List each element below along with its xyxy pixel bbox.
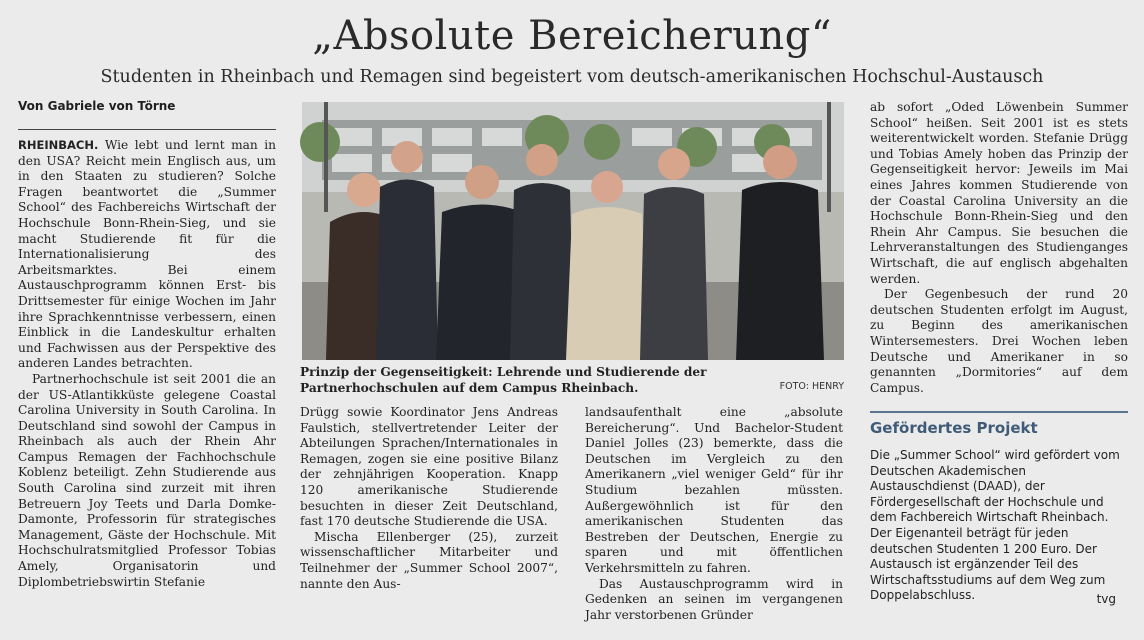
paragraph: Das Austauschprogramm wird in Gedenken an seinen im vergangenen Jahr verstorbenen Gründer xyxy=(585,576,843,622)
group-photo-illustration xyxy=(302,102,844,360)
subheadline: Studenten in Rheinbach und Remagen sind begeistert vom deutsch-amerikanischen Hochschul-Austausch xyxy=(100,67,1044,87)
paragraph: Der Gegenbesuch der rund 20 deutschen Studenten erfolgt im August, zu Beginn des amerikanischen Wintersemesters. Drei Wochen leben Deutsche und Amerikaner in so genannten „Dormitories“ auf dem Campus. xyxy=(870,287,1128,395)
paragraph: Partnerhochschule ist seit 2001 die an der US-Atlantikküste gelegene Coastal Carolina University in South Carolina. In Deutschland sind sowohl der Campus in Rheinbach als auch der Rhein Ahr Campus Remagen der Fachhochschule Koblenz beteiligt. Zehn Studierende aus South Carolina sind zurzeit mit ihren Betreuern Joy Teets und Darla Domke-Damonte, Professorin für strategisches Management, Gäste der Hochschule. Mit Hochschulratsmitglied Professor Tobias Amely, Organisatorin und Diplombetriebswirtin Stefanie xyxy=(18,371,276,589)
paragraph: Mischa Ellenberger (25), zurzeit wissenschaftlicher Mitarbeiter und Teilnehmer der „Summer School 2007“, nannte den Aus- xyxy=(300,529,558,591)
dateline: RHEINBACH. xyxy=(18,138,99,152)
author-signature: tvg xyxy=(1096,592,1116,606)
sidebar-title: Gefördertes Projekt xyxy=(870,419,1038,437)
article-column-2 xyxy=(300,405,558,605)
article-column-1 xyxy=(18,138,276,608)
paragraph-text: Wie lebt und lernt man in den USA? Reicht mein Englisch aus, um in den Staaten zu studieren? Solche Fragen beantwortet die „Summer School“ des Fachbereichs Wirtschaft der Hochschule Bonn-Rhein-Sieg, und sie macht Studierende fit für die Internationalisierung des Arbeitsmarktes. Bei einem Austauschprogramm können Erst- bis Drittsemester für einige Wochen im Jahr ihre Sprachkenntnisse verbessern, einen Einblick in die Landeskultur erhalten und Fachwissen aus der Perspektive des anderen Landes betrachten. xyxy=(18,138,276,371)
photo-caption: Prinzip der Gegenseitigkeit: Lehrende und Studierende der Partnerhochschulen auf dem Campus Rheinbach. xyxy=(300,365,707,395)
sidebar-paragraph: Die „Summer School“ wird gefördert vom Deutschen Akademischen Austauschdienst (DAAD), der Fördergesellschaft der Hochschule und dem Fachbereich Wirtschaft Rheinbach. Der Eigenanteil beträgt für jeden deutschen Studenten 1 200 Euro. Der Austausch ist ergänzender Teil des Wirtschaftsstudiums auf dem Weg zum Doppelabschluss. xyxy=(870,448,1120,603)
headline: „Absolute Bereicherung“ xyxy=(312,13,832,59)
group-photo xyxy=(302,102,844,360)
article-column-4 xyxy=(870,100,1128,400)
sidebar-text xyxy=(870,448,1128,608)
paragraph: landsaufenthalt eine „absolute Bereicherung“. Und Bachelor-Student Daniel Jolles (23) bemerkte, dass die Deutschen im Vergleich zu den Amerikanern „viel weniger Geld“ für ihr Studium bezahlen müssten. Außergewöhnlich ist für den amerikanischen Studenten das Bestreben der Deutschen, Energie zu sparen und mit öffentlichen Verkehrsmitteln zu fahren. xyxy=(585,405,843,575)
sidebar-rule xyxy=(870,411,1128,413)
byline: Von Gabriele von Törne xyxy=(18,99,176,113)
article-column-3 xyxy=(585,405,843,622)
paragraph: Drügg sowie Koordinator Jens Andreas Faulstich, stellvertretender Leiter der Abteilungen Sprachen/Internationales in Remagen, zogen sie eine positive Bilanz der zehnjährigen Kooperation. Knapp 120 amerikanische Studierende besuchten in dieser Zeit Deutschland, fast 170 deutsche Studierende die USA. xyxy=(300,405,558,529)
byline-rule xyxy=(18,129,276,130)
paragraph: ab sofort „Oded Löwenbein Summer School“ heißen. Seit 2001 ist es stets weiterentwickelt worden. Stefanie Drügg und Tobias Amely hoben das Prinzip der Gegenseitigkeit hervor: Jeweils im Mai eines Jahres kommen Studierende von der Coastal Carolina University an die Hochschule Bonn-Rhein-Sieg und den Rhein Ahr Campus. Sie besuchen die Lehrveranstaltungen des Studienganges Wirtschaft, die auf englisch abgehalten werden. xyxy=(870,100,1128,286)
paragraph xyxy=(18,138,276,372)
photo-credit: FOTO: HENRY xyxy=(779,381,844,392)
